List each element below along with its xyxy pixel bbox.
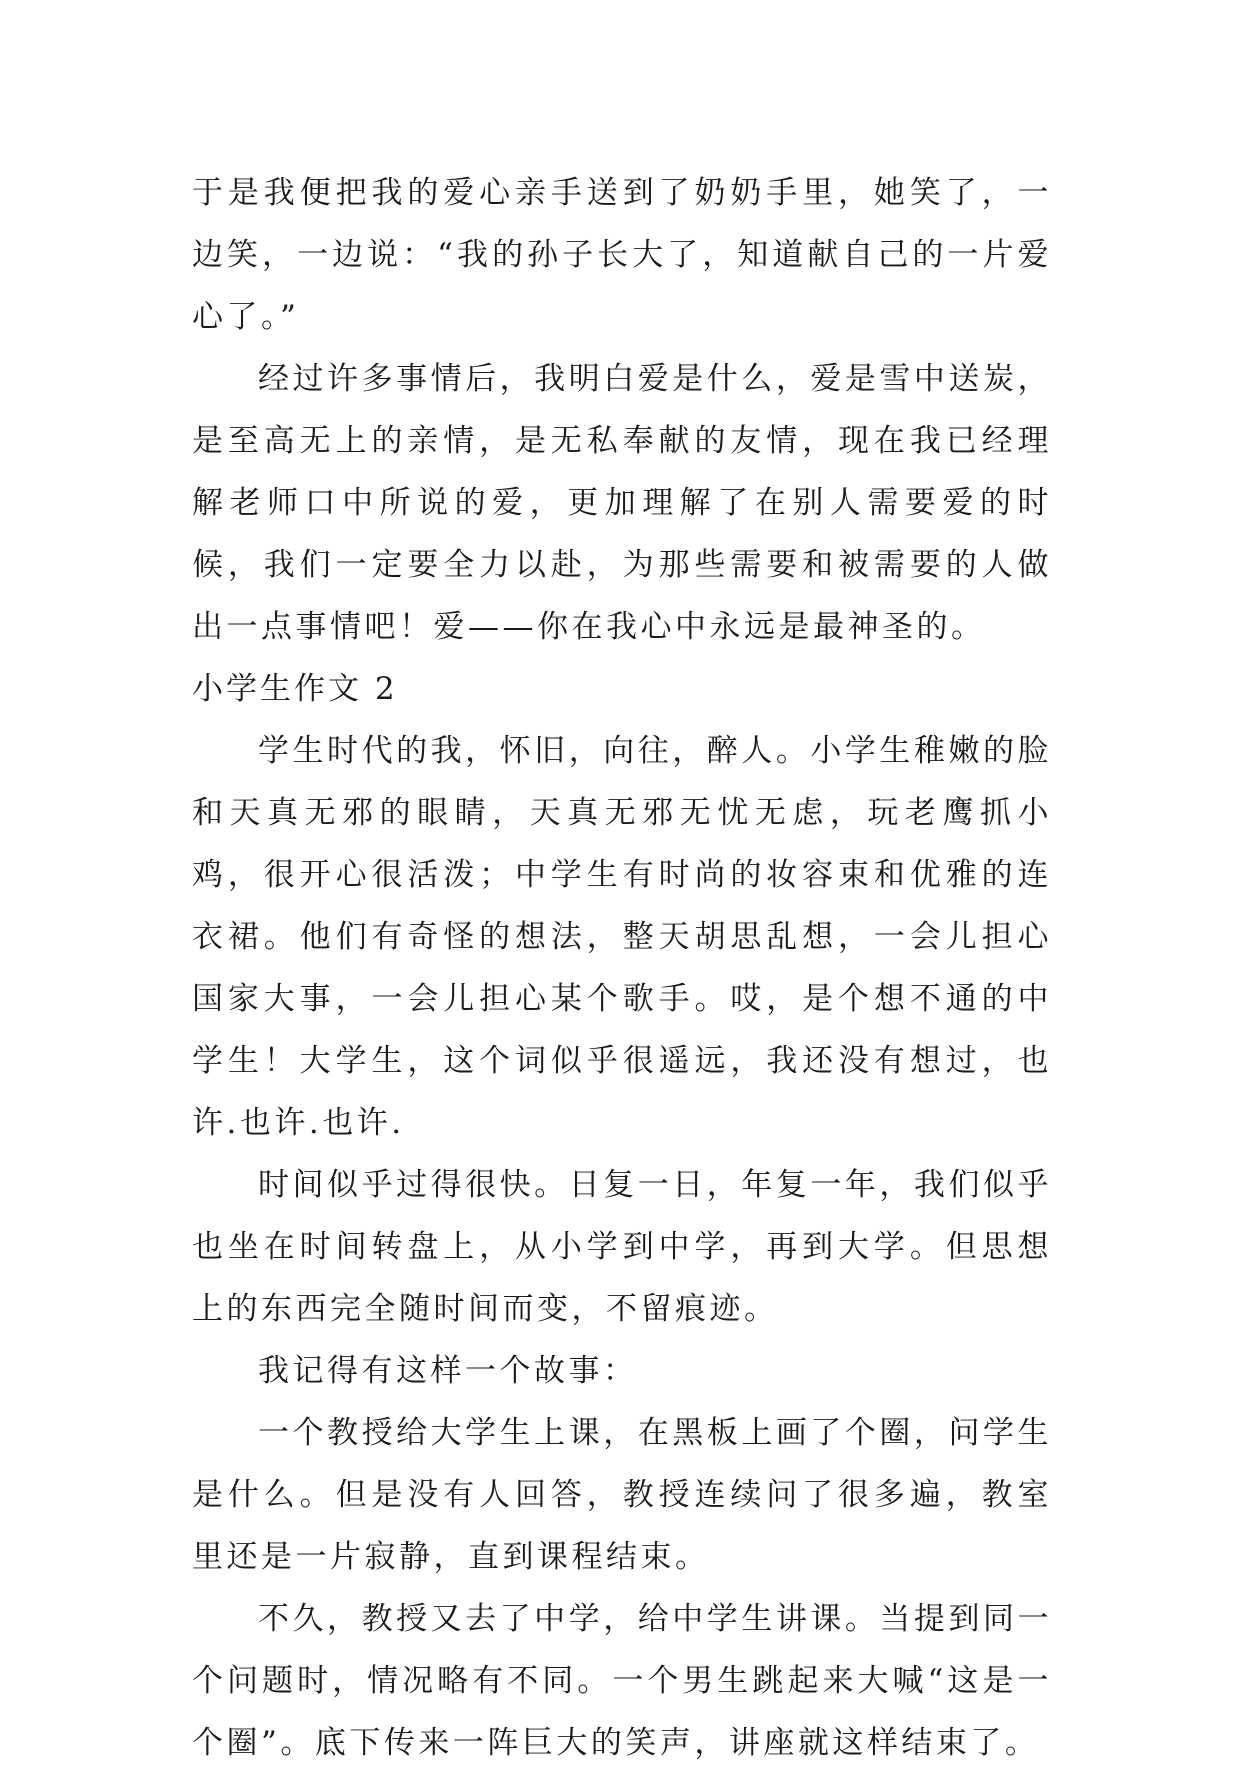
paragraph-professor-middle-school: 不久，教授又去了中学，给中学生讲课。当提到同一个问题时，情况略有不同。一个男生跳起来大喊“这是一个圈”。底下传来一阵巨大的笑声，讲座就这样结束了。 xyxy=(192,1601,1052,1761)
paragraph-love-meaning: 经过许多事情后，我明白爱是什么，爱是雪中送炭，是至高无上的亲情，是无私奉献的友情，现在我已经理解老师口中所说的爱，更加理解了在别人需要爱的时候，我们一定要全力以赴，为那些需要和被需要的人做出一点事情吧！爱——你在我心中永远是最神圣的。 xyxy=(192,361,1052,645)
paragraph-professor-university: 一个教授给大学生上课，在黑板上画了个圈，问学生是什么。但是没有人回答，教授连续问了很多遍，教室里还是一片寂静，直到课程结束。 xyxy=(192,1415,1052,1575)
document-body xyxy=(192,162,1052,1774)
paragraph-story-intro: 我记得有这样一个故事： xyxy=(258,1353,638,1389)
paragraph-student-days: 学生时代的我，怀旧，向往，醉人。小学生稚嫩的脸和天真无邪的眼睛，天真无邪无忧无虑，玩老鹰抓小鸡，很开心很活泼；中学生有时尚的妆容束和优雅的连衣裙。他们有奇怪的想法，整天胡思乱想，一会儿担心国家大事，一会儿担心某个歌手。哎，是个想不通的中学生！大学生，这个词似乎很遥远，我还没有想过，也许.也许.也许. xyxy=(192,733,1052,1141)
paragraph-continuation: 于是我便把我的爱心亲手送到了奶奶手里，她笑了，一边笑，一边说：“我的孙子长大了，知道献自己的一片爱心了。” xyxy=(192,175,1052,335)
paragraph-time-passing: 时间似乎过得很快。日复一日，年复一年，我们似乎也坐在时间转盘上，从小学到中学，再到大学。但思想上的东西完全随时间而变，不留痕迹。 xyxy=(192,1167,1052,1327)
section-title: 小学生作文 2 xyxy=(192,671,398,707)
